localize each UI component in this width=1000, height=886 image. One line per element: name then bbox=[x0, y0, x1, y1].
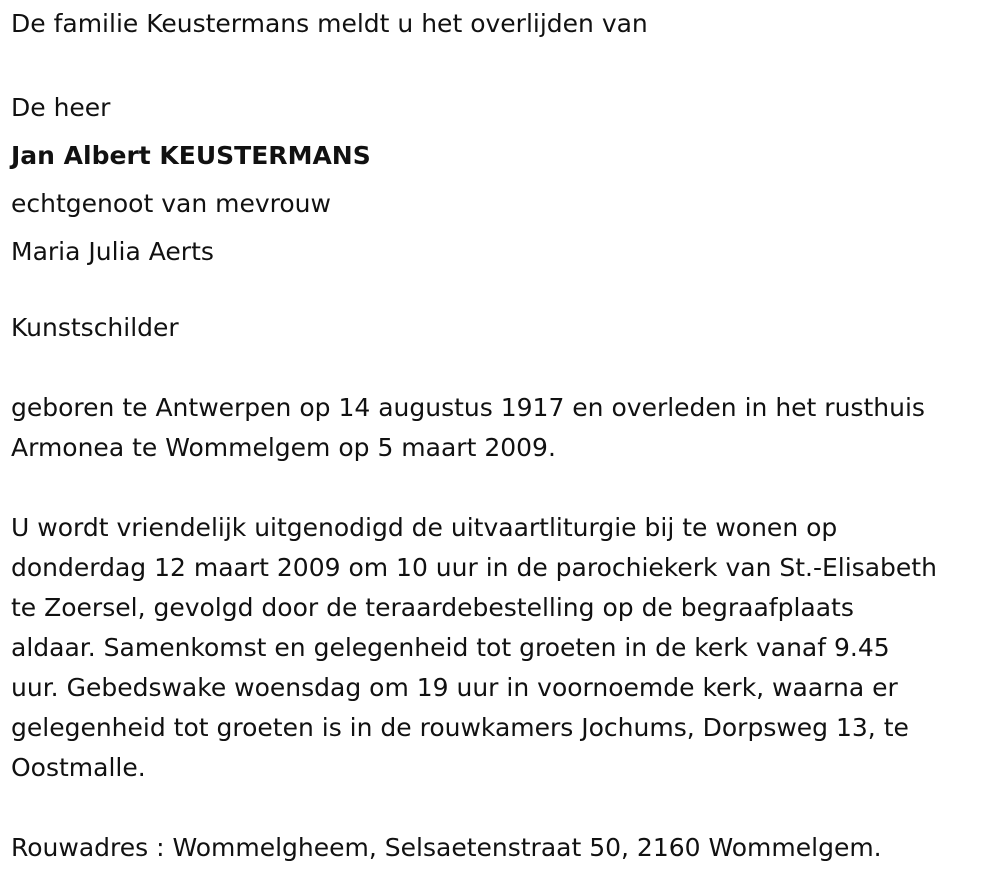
mourning-address: Rouwadres : Wommelgheem, Selsaetenstraat 50, 2160 Wommelgem. bbox=[11, 833, 882, 862]
funeral-line: donderdag 12 maart 2009 om 10 uur in de parochiekerk van St.-Elisabeth bbox=[11, 553, 937, 582]
funeral-line: U wordt vriendelijk uitgenodigd de uitvaartliturgie bij te wonen op bbox=[11, 513, 838, 542]
spouse-name: Maria Julia Aerts bbox=[11, 237, 214, 266]
deceased-name: Jan Albert KEUSTERMANS bbox=[11, 141, 371, 170]
birth-death-line: geboren te Antwerpen op 14 augustus 1917 en overleden in het rusthuis bbox=[11, 393, 925, 422]
funeral-line: aldaar. Samenkomst en gelegenheid tot groeten in de kerk vanaf 9.45 bbox=[11, 633, 890, 662]
relation-text: echtgenoot van mevrouw bbox=[11, 189, 331, 218]
funeral-line: Oostmalle. bbox=[11, 753, 146, 782]
funeral-paragraph bbox=[11, 508, 1000, 788]
profession: Kunstschilder bbox=[11, 313, 179, 342]
birth-death-line: Armonea te Wommelgem op 5 maart 2009. bbox=[11, 433, 556, 462]
intro-text: De familie Keustermans meldt u het overlijden van bbox=[11, 9, 648, 38]
funeral-line: gelegenheid tot groeten is in de rouwkamers Jochums, Dorpsweg 13, te bbox=[11, 713, 909, 742]
birth-death-paragraph bbox=[11, 388, 1000, 468]
funeral-line: te Zoersel, gevolgd door de teraardebestelling op de begraafplaats bbox=[11, 593, 854, 622]
funeral-line: uur. Gebedswake woensdag om 19 uur in voornoemde kerk, waarna er bbox=[11, 673, 898, 702]
salutation: De heer bbox=[11, 93, 111, 122]
